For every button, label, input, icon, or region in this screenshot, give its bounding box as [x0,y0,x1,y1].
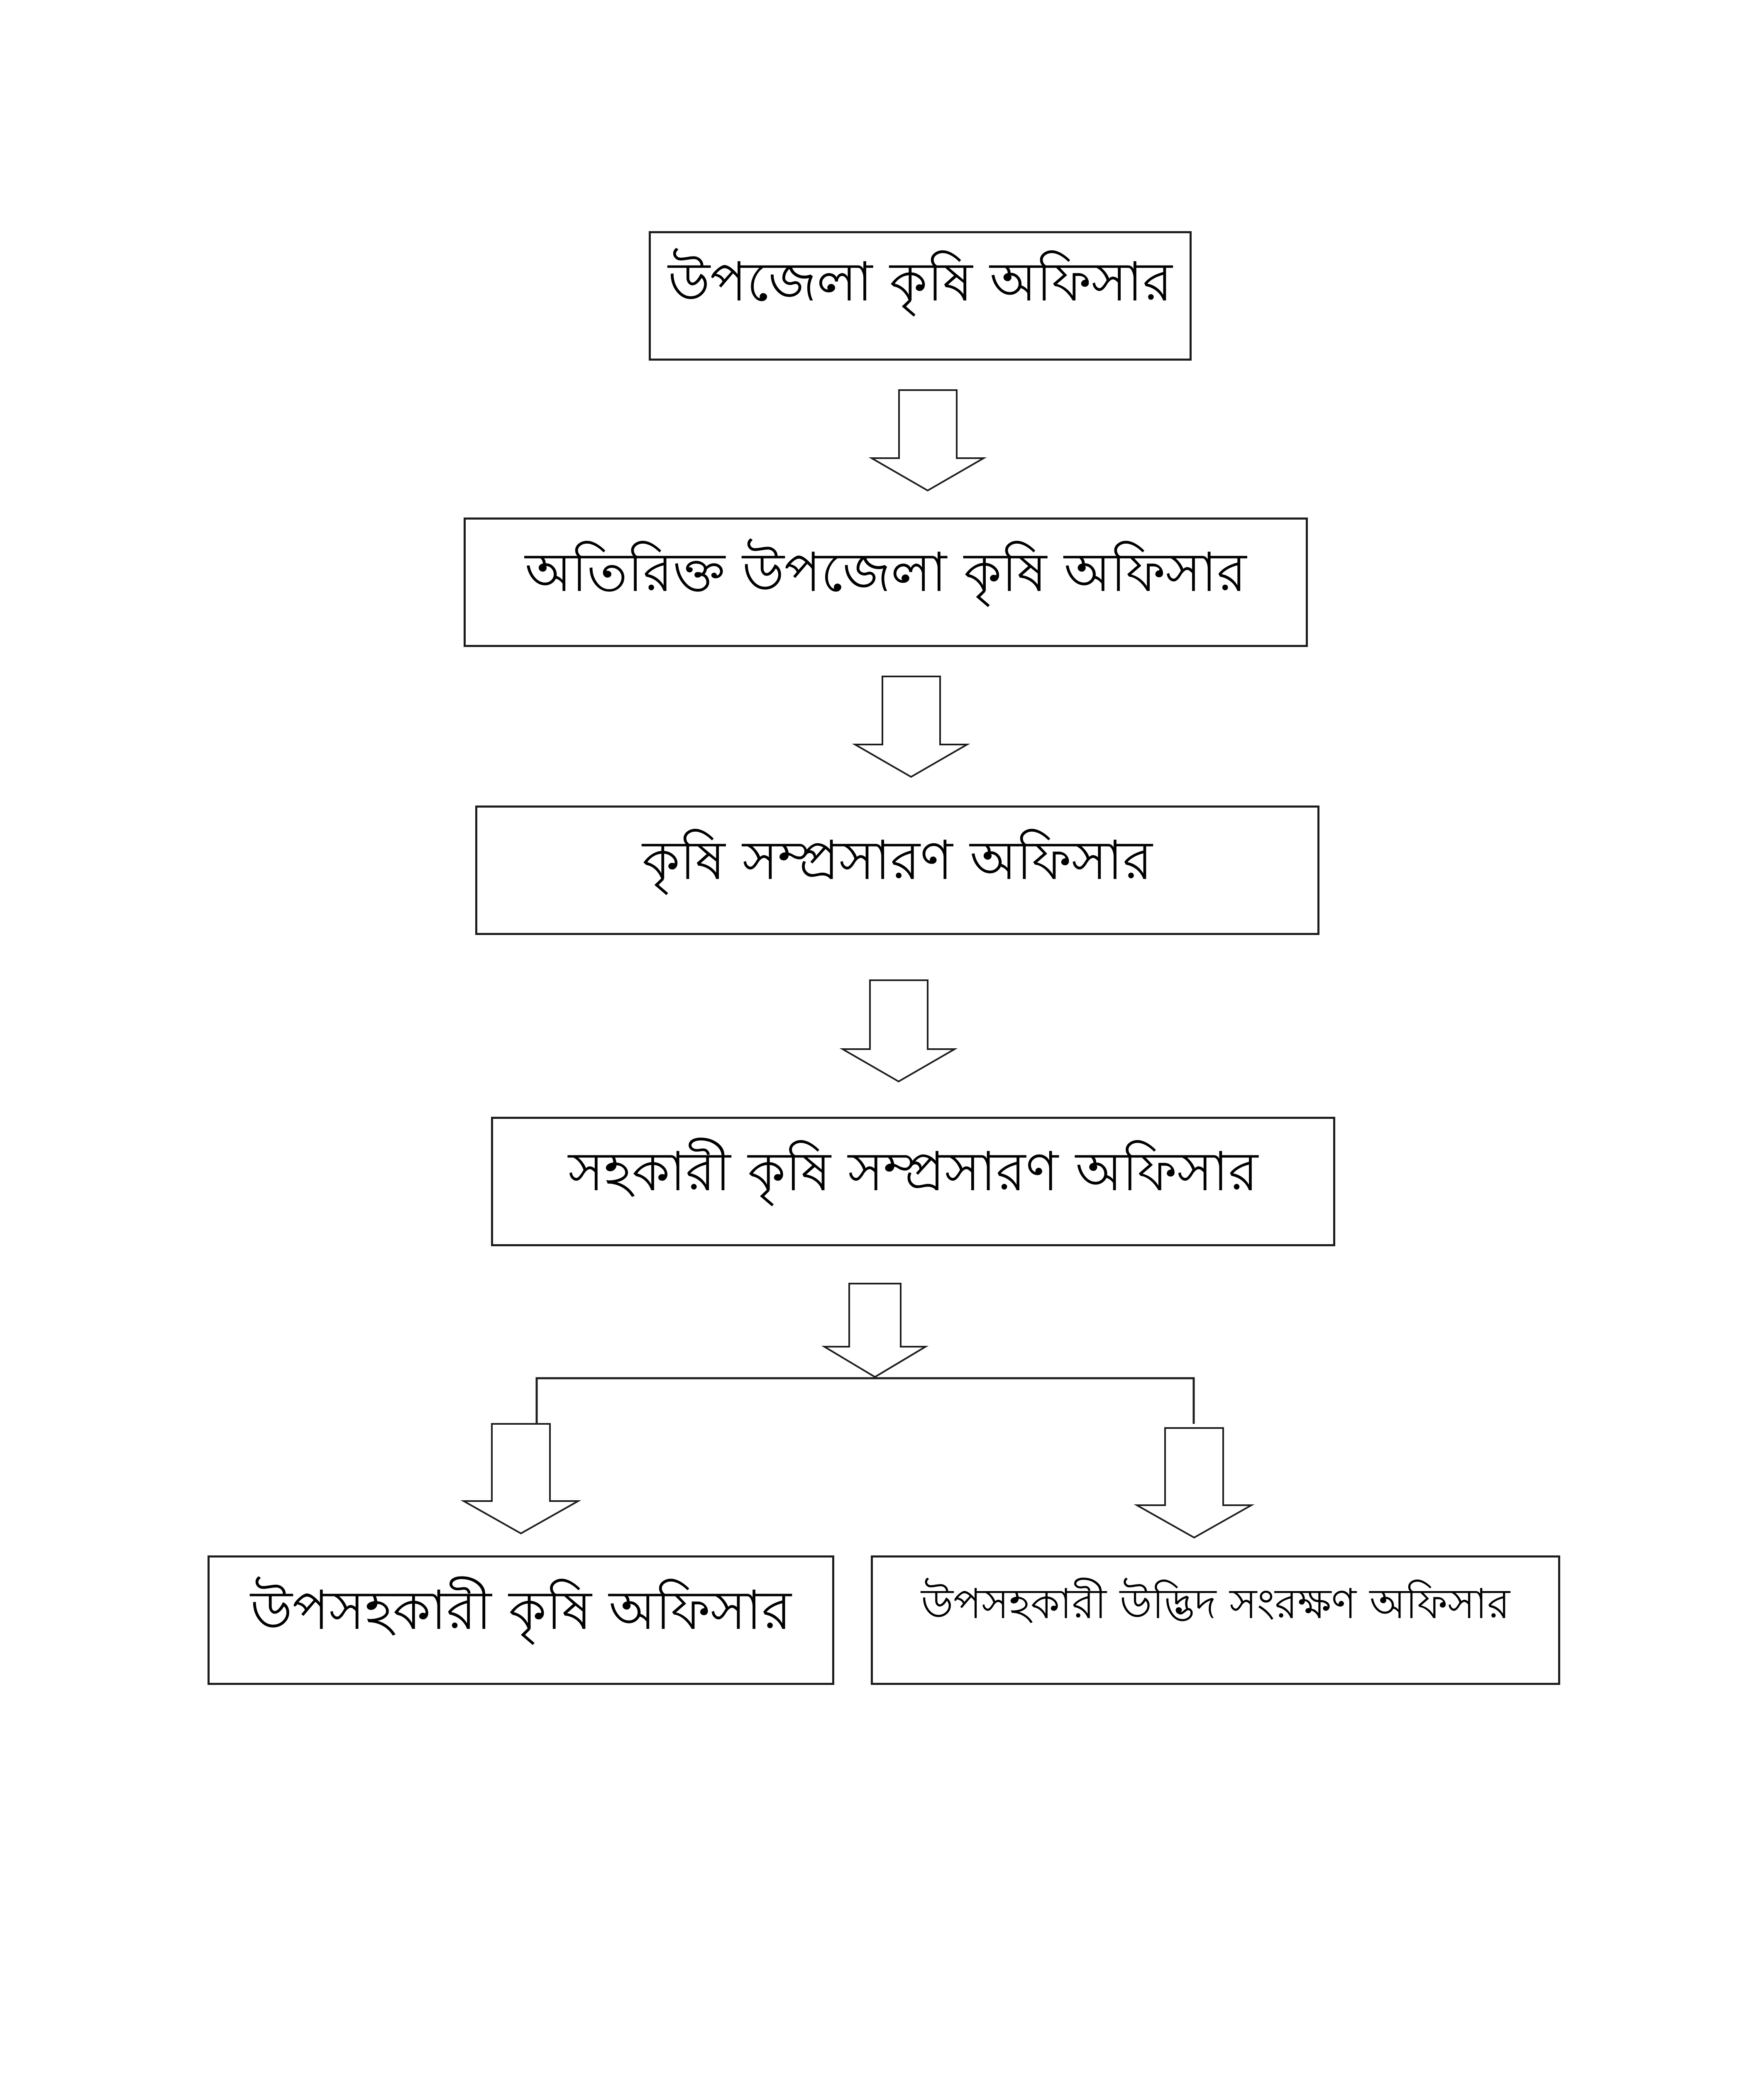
node-additional-upazila-agriculture-officer [464,518,1308,647]
node-label: অতিরিক্ত উপজেলা কৃষি অফিসার [525,541,1247,604]
arrow-down-icon [872,390,984,491]
arrow-down-icon [1137,1428,1251,1538]
node-label: উপসহকারী উদ্ভিদ সংরক্ষণ অফিসার [921,1579,1510,1628]
node-label: উপসহকারী কৃষি অফিসার [250,1579,792,1642]
node-sub-assistant-plant-protection-officer [871,1555,1560,1685]
arrow-down-icon [824,1284,926,1377]
arrow-down-icon [464,1424,578,1533]
node-label: সহকারী কৃষি সম্প্রসারণ অফিসার [568,1140,1258,1203]
arrow-down-icon [855,676,967,777]
node-label: কৃষি সম্প্রসারণ অফিসার [642,829,1153,892]
node-upazila-agriculture-officer [649,231,1192,361]
node-label: উপজেলা কৃষি অফিসার [668,250,1173,313]
node-sub-assistant-agriculture-officer [208,1555,834,1685]
branch-connector [537,1378,1194,1424]
node-assistant-agriculture-extension-officer [491,1117,1335,1246]
arrow-down-icon [843,980,955,1081]
node-agriculture-extension-officer [475,806,1319,935]
